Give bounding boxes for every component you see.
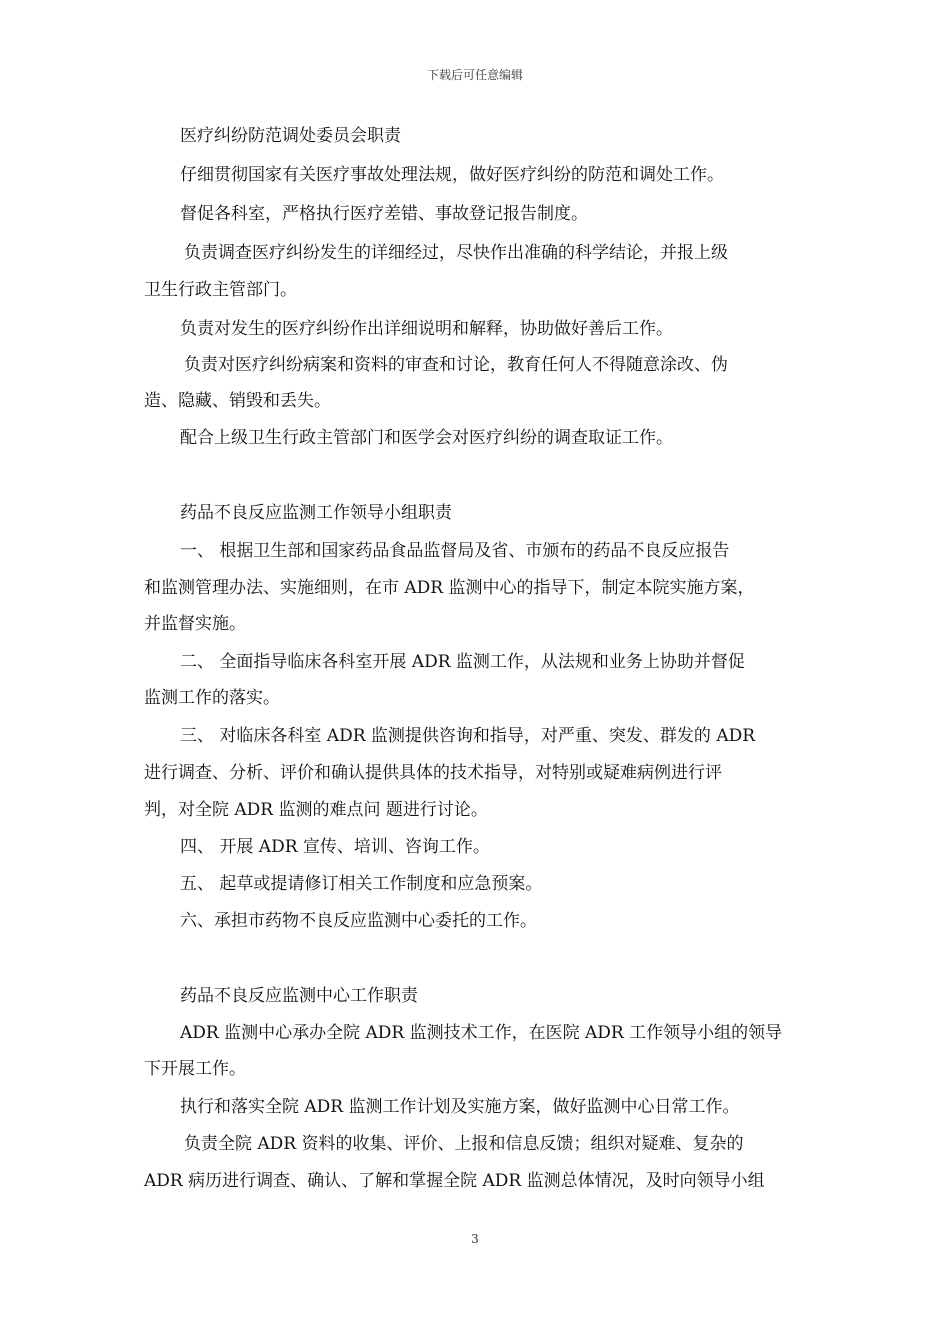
section-title-adr-leadership: 药品不良反应监测工作领导小组职责 [180,503,452,523]
paragraph-line: 进行调查、分析、评价和确认提供具体的技术指导，对特别或疑难病例进行评 [144,763,722,783]
paragraph-line: 负责调查医疗纠纷发生的详细经过，尽快作出准确的科学结论，并报上级 [184,243,728,263]
paragraph-line: 三、 对临床各科室 ADR 监测提供咨询和指导，对严重、突发、群发的 ADR [180,726,756,746]
paragraph-line: 并监督实施。 [144,614,246,634]
paragraph-line: 五、 起草或提请修订相关工作制度和应急预案。 [180,874,543,894]
paragraph-line: ADR 监测中心承办全院 ADR 监测技术工作，在医院 ADR 工作领导小组的领导 [180,1023,783,1043]
paragraph-line: 下开展工作。 [144,1059,246,1079]
paragraph-line: 执行和落实全院 ADR 监测工作计划及实施方案，做好监测中心日常工作。 [180,1097,740,1117]
paragraph-line: 和监测管理办法、实施细则，在市 ADR 监测中心的指导下，制定本院实施方案， [144,578,755,598]
section-title-medical-dispute: 医疗纠纷防范调处委员会职责 [180,126,401,146]
paragraph-line: ADR 病历进行调查、确认、了解和掌握全院 ADR 监测总体情况，及时向领导小组 [144,1171,765,1191]
section-title-adr-center: 药品不良反应监测中心工作职责 [180,986,418,1006]
paragraph-line: 二、 全面指导临床各科室开展 ADR 监测工作，从法规和业务上协助并督促 [180,652,745,672]
page-header: 下载后可任意编辑 [426,68,523,82]
page-number: 3 [471,1232,479,1246]
paragraph-line: 督促各科室，严格执行医疗差错、事故登记报告制度。 [180,204,588,224]
paragraph-line: 仔细贯彻国家有关医疗事故处理法规，做好医疗纠纷的防范和调处工作。 [180,165,724,185]
paragraph-line: 负责对医疗纠纷病案和资料的审查和讨论，教育任何人不得随意涂改、伪 [184,355,728,375]
paragraph-line: 卫生行政主管部门。 [144,280,297,300]
paragraph-line: 四、 开展 ADR 宣传、培训、咨询工作。 [180,837,490,857]
paragraph-line: 负责全院 ADR 资料的收集、评价、上报和信息反馈；组织对疑难、复杂的 [184,1134,744,1154]
paragraph-line: 负责对发生的医疗纠纷作出详细说明和解释，协助做好善后工作。 [180,319,673,339]
paragraph-line: 配合上级卫生行政主管部门和医学会对医疗纠纷的调查取证工作。 [180,428,673,448]
paragraph-line: 六、承担市药物不良反应监测中心委托的工作。 [180,911,537,931]
paragraph-line: 监测工作的落实。 [144,688,280,708]
paragraph-line: 一、 根据卫生部和国家药品食品监督局及省、市颁布的药品不良反应报告 [180,541,730,561]
paragraph-line: 判，对全院 ADR 监测的难点问 题进行讨论。 [144,800,488,820]
paragraph-line: 造、隐藏、销毁和丢失。 [144,391,331,411]
